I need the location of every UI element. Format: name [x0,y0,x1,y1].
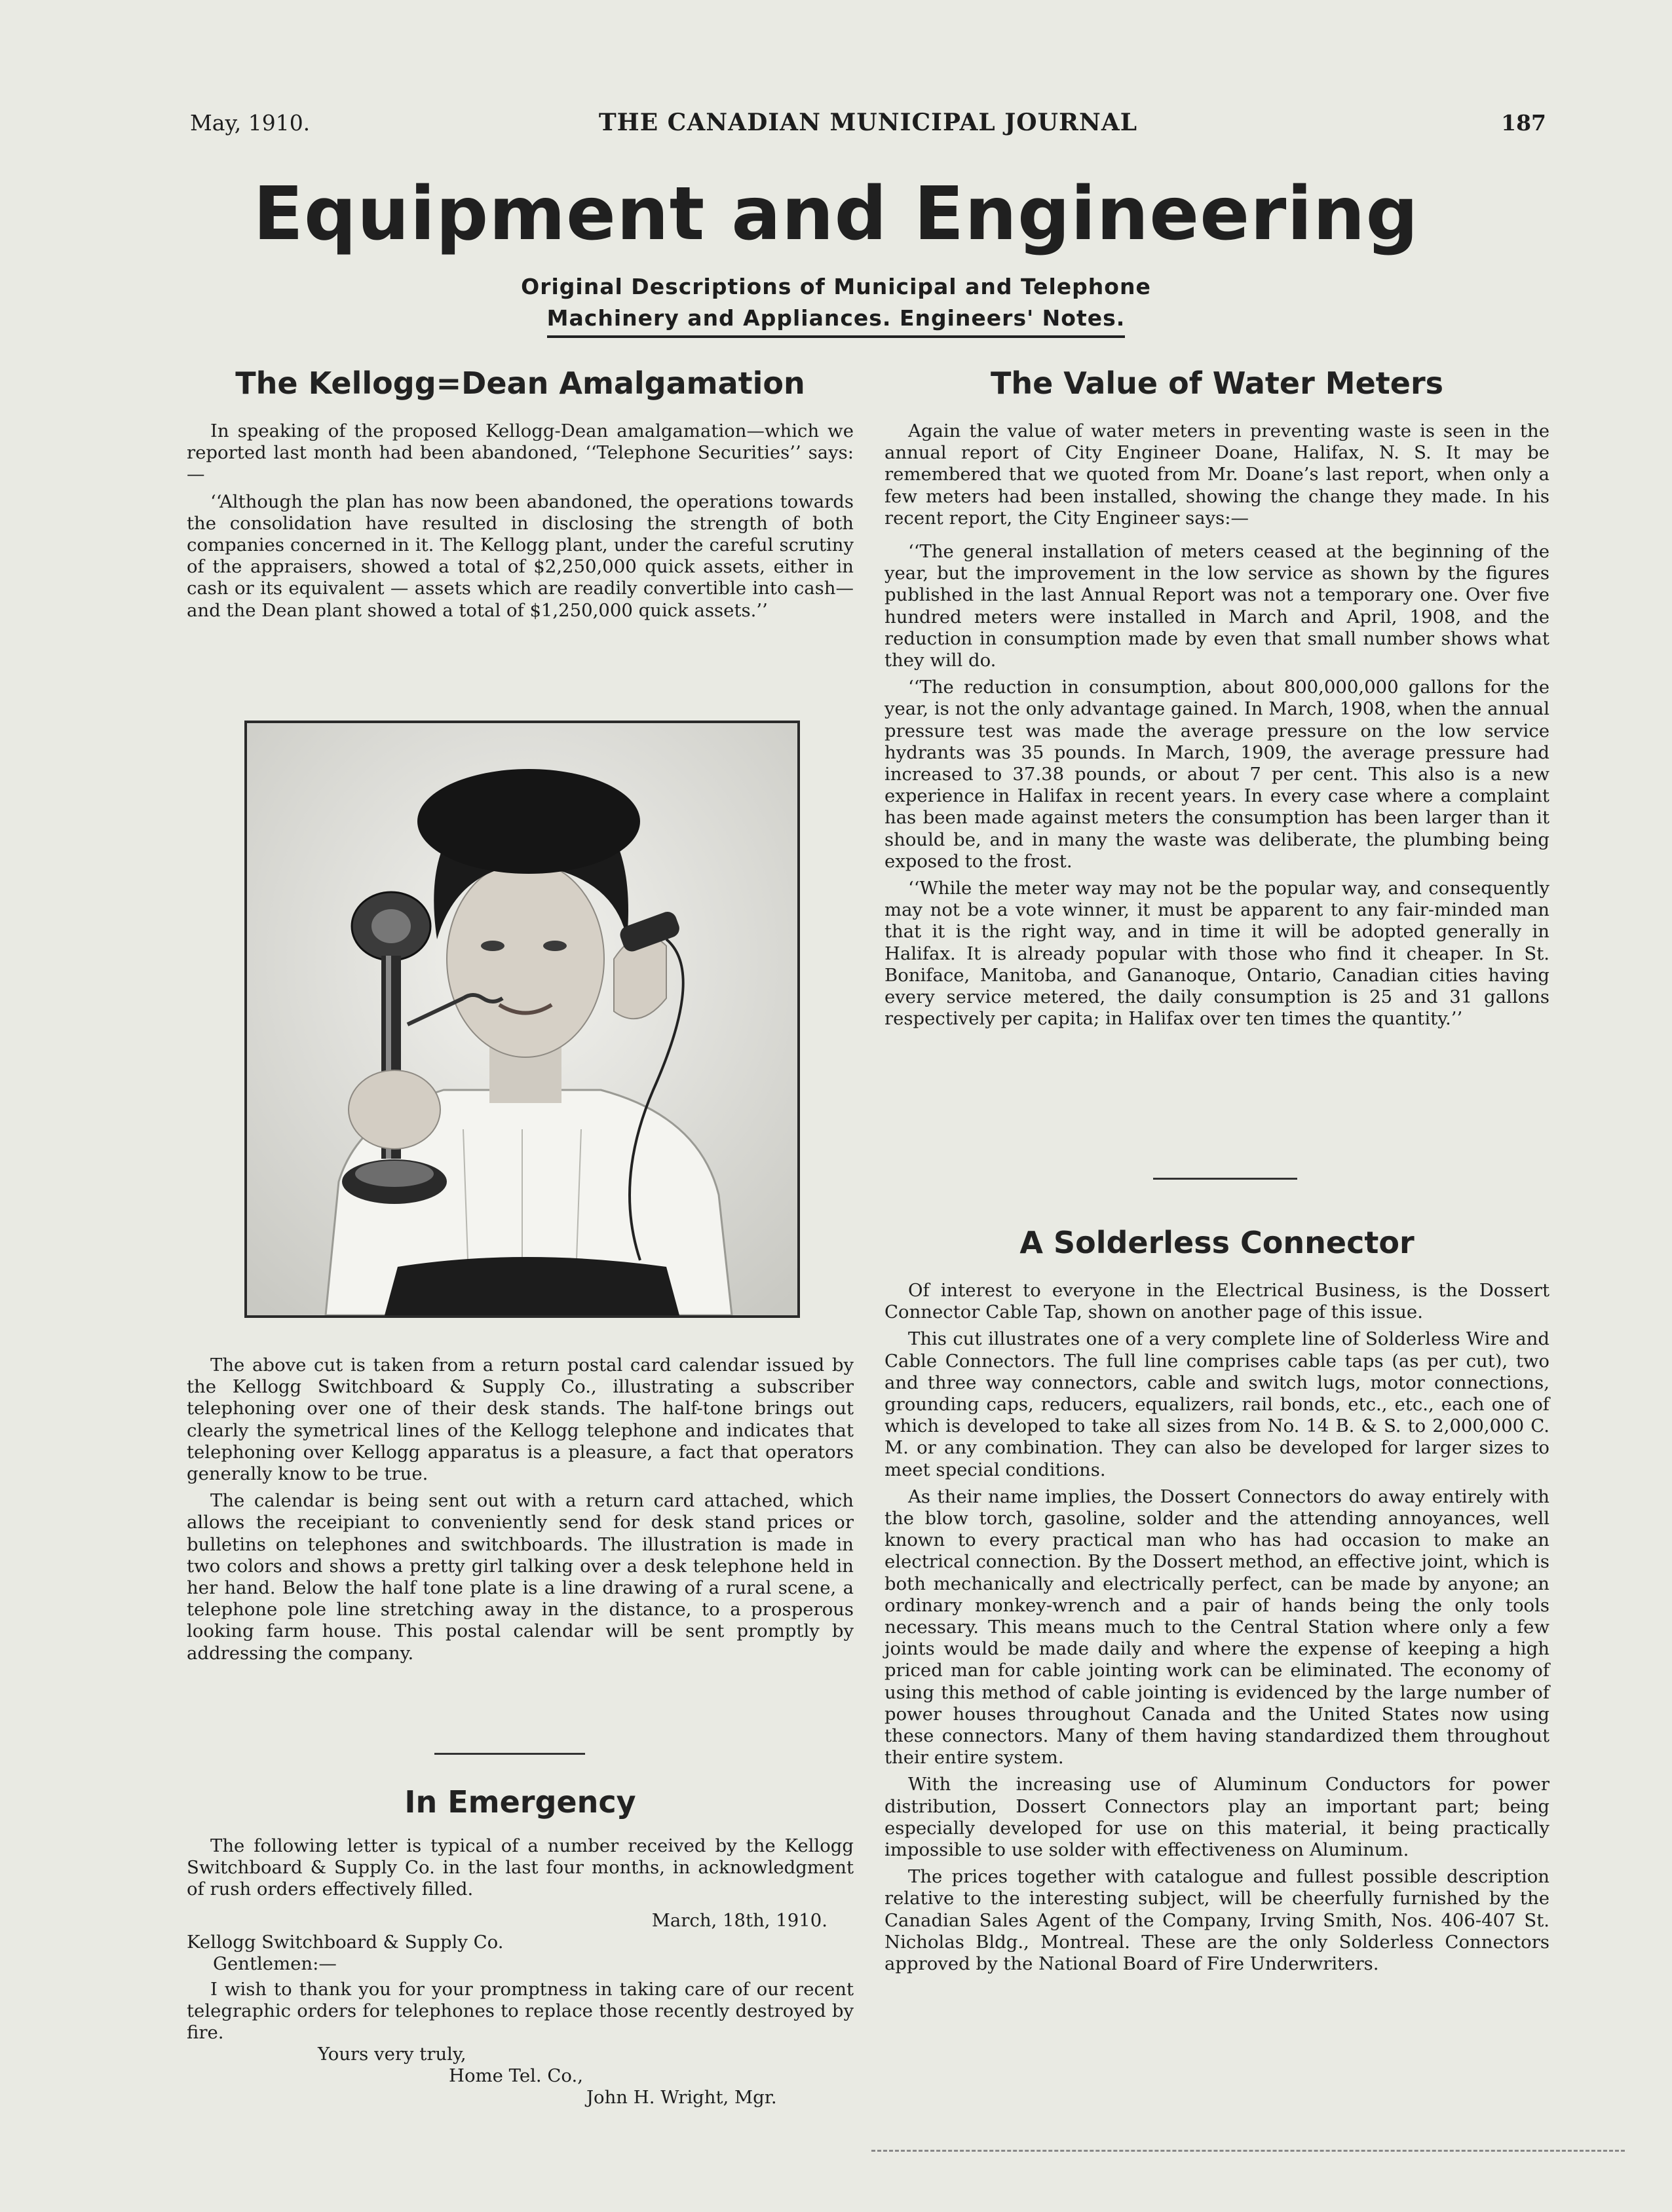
letter-date: March, 18th, 1910. [651,1909,827,1931]
section-divider [434,1753,585,1755]
kellogg-paragraph: In speaking of the proposed Kellogg-Dean amalgamation—which we reported last month had been abandoned, ‘‘Telephone Securities’’ says:— [187,421,854,485]
bottom-border [871,2150,1625,2152]
page-subtitle [0,271,1672,338]
water-paragraph: ‘‘While the meter way may not be the popular way, and consequently may not be a vote winner, it must be apparent to any fair-minded man that it is the right way, and in time it will be adopted generally in Halifax. It is already popular with those who find it cheaper. In St. Boniface, Manitoba, and Gananoque, Ontario, Canadian cities having every service metered, the daily consumption is 25 and 31 gallons respectively per capita; in Halifax over ten times the quantity.’’ [884,878,1549,1030]
telephone-photo [244,721,800,1318]
letter-salutation: Gentlemen:— [213,1953,337,1974]
water-paragraph: ‘‘The general installation of meters ceased at the beginning of the year, but the improvement in the low service as shown by the figures published in the last Annual Report was not a temporary one. Over five hundred meters were installed in March and April, 1908, and the reduction in consumption made by even that small number shows what they will do. [884,541,1549,671]
water-meters-heading: The Value of Water Meters [990,366,1444,401]
letter-addressee: Kellogg Switchboard & Supply Co. [187,1931,504,1953]
kellogg-paragraph: ‘‘Although the plan has now been abandoned, the operations towards the consolidation have resulted in disclosing the strength of both companies concerned in it. The Kellogg plant, under the careful scrutiny of the appraisers, showed a total of $2,250,000 quick assets, either in cash or its equivalent — assets which are readily convertible into cash—and the Dean plant showed a total of $1,250,000 quick assets.’’ [187,491,854,621]
water-paragraph: ‘‘The reduction in consumption, about 800,000,000 gallons for the year, is not the only advantage gained. In March, 1908, when the annual pressure test was made the average pressure on the low service hydrants was 35 pounds. In March, 1909, the average pressure had increased to 37.38 pounds, or about 7 per cent. This also is a new experience in Halifax in recent years. In every case where a complaint has been made against meters the consumption has been larger than it should be, and in many the waste was deliberate, the plumbing being exposed to the frost. [884,677,1549,872]
letter-closing: Yours very truly, [318,2044,466,2065]
caption-paragraph: The above cut is taken from a return postal card calendar issued by the Kellogg Switchboard & Supply Co., illustrating a subscriber telephoning over one of their desk stands. The half-tone brings out clearly the symetrical lines of the Kellogg telephone and indicates that telephoning over Kellogg apparatus is a pleasure, a fact that operators generally know to be true. [187,1355,854,1485]
emergency-intro: The following letter is typical of a number received by the Kellogg Switchboard & Supply Co. in the last four months, in acknowledgment of rush orders effectively filled. [187,1835,854,1900]
journal-name: THE CANADIAN MUNICIPAL JOURNAL [598,109,1138,136]
emergency-heading: In Emergency [404,1784,636,1820]
running-head [190,105,1546,144]
emergency-article [187,1784,854,2109]
water-meters-article [884,366,1549,1030]
connector-heading: A Solderless Connector [1019,1225,1415,1260]
connector-paragraph: Of interest to everyone in the Electrical Business, is the Dossert Connector Cable Tap, shown on another page of this issue. [884,1280,1549,1323]
woman-telephoning-illustration [247,723,797,1315]
solderless-connector-article [884,1225,1549,1975]
kellogg-caption [187,1355,854,1664]
section-divider [1153,1178,1297,1180]
letter-body: I wish to thank you for your promptness in taking care of our recent telegraphic orders for telephones to replace those recently destroyed by fire. [187,1978,854,2044]
connector-paragraph: With the increasing use of Aluminum Conductors for power distribution, Dossert Connectors play an important part; being especially developed for use on this material, it being practically impossible to use solder with effectiveness on Aluminum. [884,1774,1549,1861]
issue-date: May, 1910. [190,110,311,136]
letter-signature: John H. Wright, Mgr. [586,2087,777,2109]
kellogg-heading: The Kellogg=Dean Amalgamation [235,366,805,401]
caption-paragraph: The calendar is being sent out with a return card attached, which allows the receipiant to conveniently send for desk stand prices or bulletins on telephones and switchboards. The illustration is made in two colors and shows a pretty girl talking over a desk telephone held in her hand. Below the half tone plate is a line drawing of a rural scene, a telephone pole line stretching away in the distance, to a prosperous looking farm house. This postal calendar will be sent promptly by addressing the company. [187,1490,854,1664]
connector-paragraph: The prices together with catalogue and fullest possible description relative to the interesting subject, will be cheerfully furnished by the Canadian Sales Agent of the Company, Irving Smith, Nos. 406-407 St. Nicholas Bldg., Montreal. These are the only Solderless Connectors approved by the National Board of Fire Underwriters. [884,1866,1549,1975]
emergency-letter [187,1910,854,2109]
subtitle-line-1: Original Descriptions of Municipal and Telephone [521,274,1151,299]
letter-company: Home Tel. Co., [449,2065,583,2087]
connector-paragraph: As their name implies, the Dossert Connectors do away entirely with the blow torch, gasoline, solder and the attending annoyances, well known to every practical man who has had occasion to make an electrical connection. By the Dossert method, an effective joint, which is both mechanically and electrically perfect, can be made by anyone; an ordinary monkey-wrench and a pair of hands being the only tools necessary. This means much to the Central Station where only a few joints would be made daily and where the expense of keeping a high priced man for cable jointing work can be eliminated. The economy of using this method of cable jointing is evidenced by the large number of power houses throughout Canada and the United States now using these connectors. Many of them having standardized them throughout their entire system. [884,1486,1549,1769]
water-paragraph: Again the value of water meters in preventing waste is seen in the annual report of City Engineer Doane, Halifax, N. S. It may be remembered that we quoted from Mr. Doane’s last report, when only a few meters had been installed, showing the change they made. In his recent report, the City Engineer says:— [884,421,1549,529]
subtitle-line-2: Machinery and Appliances. Engineers' Notes. [547,303,1126,338]
page-title: Equipment and Engineering [253,172,1419,257]
connector-paragraph: This cut illustrates one of a very complete line of Solderless Wire and Cable Connectors. The full line comprises cable taps (as per cut), two and three way connectors, cable and switch lugs, motor connections, grounding caps, reducers, equalizers, rail bonds, etc., etc., each one of which is developed to take all sizes from No. 14 B. & S. to 2,000,000 C. M. or any combination. They can also be developed for larger sizes to meet special conditions. [884,1328,1549,1480]
page-number: 187 [1501,110,1546,136]
kellogg-article [187,366,854,622]
